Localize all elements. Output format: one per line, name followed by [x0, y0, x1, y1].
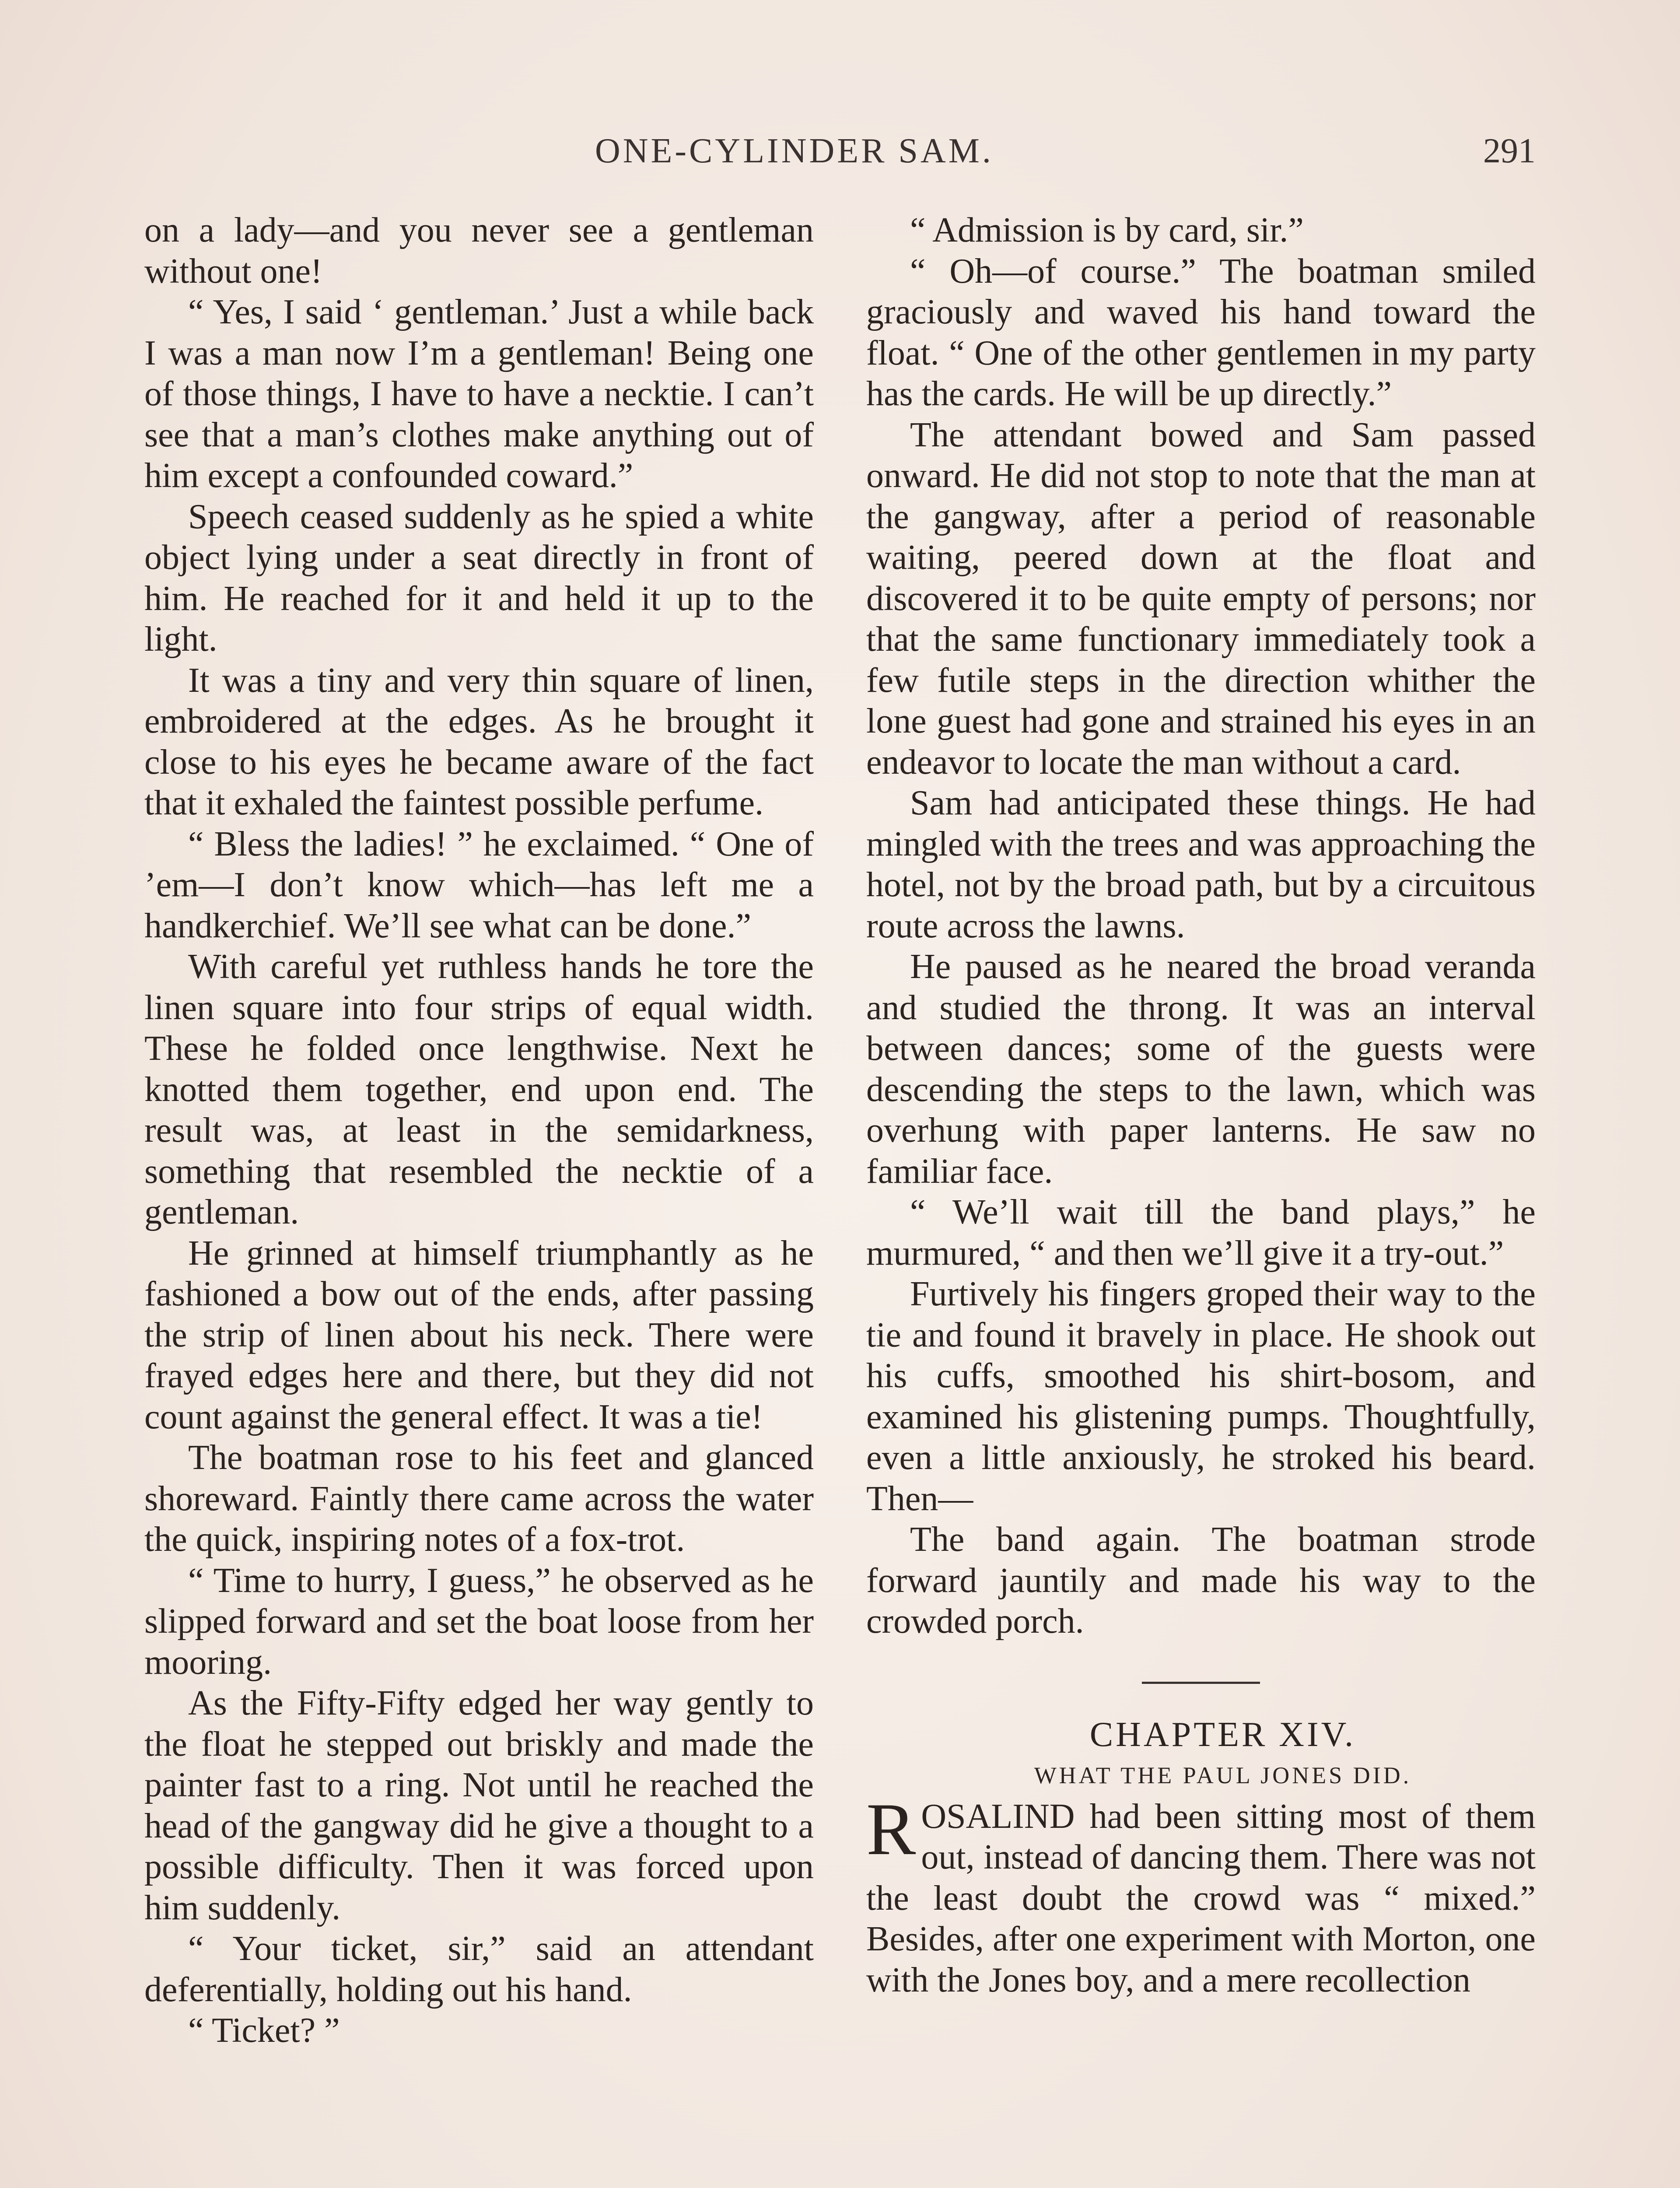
chapter-title: CHAPTER XIV.: [1089, 1715, 1356, 1754]
paragraph: With careful yet ruthless hands he tore the linen square into four strips of equal width. These he folded once lengthwise. Next he knotted them together, end upon end. The result was, at least in the semidarkness, something that resembled the necktie of a gentleman.: [144, 947, 814, 1231]
paragraph: “ We’ll wait till the band plays,” he murmured, “ and then we’ll give it a try-out.”: [866, 1193, 1536, 1273]
left-column: [144, 210, 814, 2051]
section-divider: [1142, 1682, 1260, 1684]
paragraph: Sam had anticipated these things. He had mingled with the trees and was approaching the hotel, not by the broad path, but by a circuitous route across the lawns.: [866, 784, 1536, 945]
paragraph: “ Oh—of course.” The boatman smiled graciously and waved his hand toward the float. “ One of the other gentlemen in my party has the cards. He will be up directly.”: [866, 252, 1536, 413]
paragraph: Speech ceased suddenly as he spied a white object lying under a seat directly in front of him. He reached for it and held it up to the light.: [144, 497, 814, 659]
paragraph: Furtively his fingers groped their way to the tie and found it bravely in place. He shook out his cuffs, smoothed his shirt-bosom, and examined his glistening pumps. Thoughtfully, even a little anxiously, he stroked his beard. Then—: [866, 1275, 1536, 1518]
paragraph: “ Your ticket, sir,” said an attendant deferentially, holding out his hand.: [144, 1929, 814, 2009]
paragraph: The attendant bowed and Sam passed onward. He did not stop to note that the man at the gangway, after a period of reasonable waiting, peered down at the float and discovered it to be quite empty of persons; nor that the same functionary immediately took a few futile steps in the direction whither the lone guest had gone and strained his eyes in an endeavor to locate the man without a card.: [866, 415, 1536, 782]
paragraph: The boatman rose to his feet and glanced shoreward. Faintly there came across the water the quick, inspiring notes of a fox-trot.: [144, 1438, 814, 1559]
page-number: 291: [1483, 132, 1536, 170]
paragraph: “ Admission is by card, sir.”: [910, 211, 1304, 249]
paragraph: It was a tiny and very thin square of linen, embroidered at the edges. As he brought it close to his eyes he became aware of the fact that it exhaled the faintest possible perfume.: [144, 661, 814, 822]
paragraph: on a lady—and you never see a gentleman without one!: [144, 211, 814, 291]
paragraph: “ Bless the ladies! ” he exclaimed. “ One of ’em—I don’t know which—has left me a handkerchief. We’ll see what can be done.”: [144, 824, 814, 945]
paragraph: As the Fifty-Fifty edged her way gently to the float he stepped out briskly and made the painter fast to a ring. Not until he reached the head of the gangway did he give a thought to a possible difficulty. Then it was forced upon him suddenly.: [144, 1684, 814, 1927]
paragraph: The band again. The boatman strode forward jauntily and made his way to the crowded porch.: [866, 1520, 1536, 1641]
chapter-subtitle: WHAT THE PAUL JONES DID.: [1034, 1762, 1412, 1788]
paragraph: “ Ticket? ”: [188, 2011, 340, 2050]
paragraph: “ Yes, I said ‘ gentleman.’ Just a while back I was a man now I’m a gentleman! Being one of those things, I have to have a necktie. I can’t see that a man’s clothes make anything out of him except a confounded coward.”: [144, 293, 814, 495]
chapter-opening-paragraph: [866, 1788, 1536, 2001]
drop-cap: R: [866, 1788, 916, 1870]
running-title: ONE-CYLINDER SAM.: [595, 132, 994, 170]
chapter-opening-text: OSALIND had been sitting most of them out, instead of dancing them. There was not the least doubt the crowd was “ mixed.” Besides, after one experiment with Morton, one with the Jones boy, and a mere recollection: [866, 1797, 1536, 1999]
paragraph: He grinned at himself triumphantly as he fashioned a bow out of the ends, after passing the strip of linen about his neck. There were frayed edges here and there, but they did not count against the general effect. It was a tie!: [144, 1234, 814, 1436]
paragraph: “ Time to hurry, I guess,” he observed as he slipped forward and set the boat loose from her mooring.: [144, 1561, 814, 1682]
right-column: [866, 210, 1536, 2001]
paragraph: He paused as he neared the broad veranda and studied the throng. It was an interval between dances; some of the guests were descending the steps to the lawn, which was overhung with paper lanterns. He saw no familiar face.: [866, 947, 1536, 1191]
